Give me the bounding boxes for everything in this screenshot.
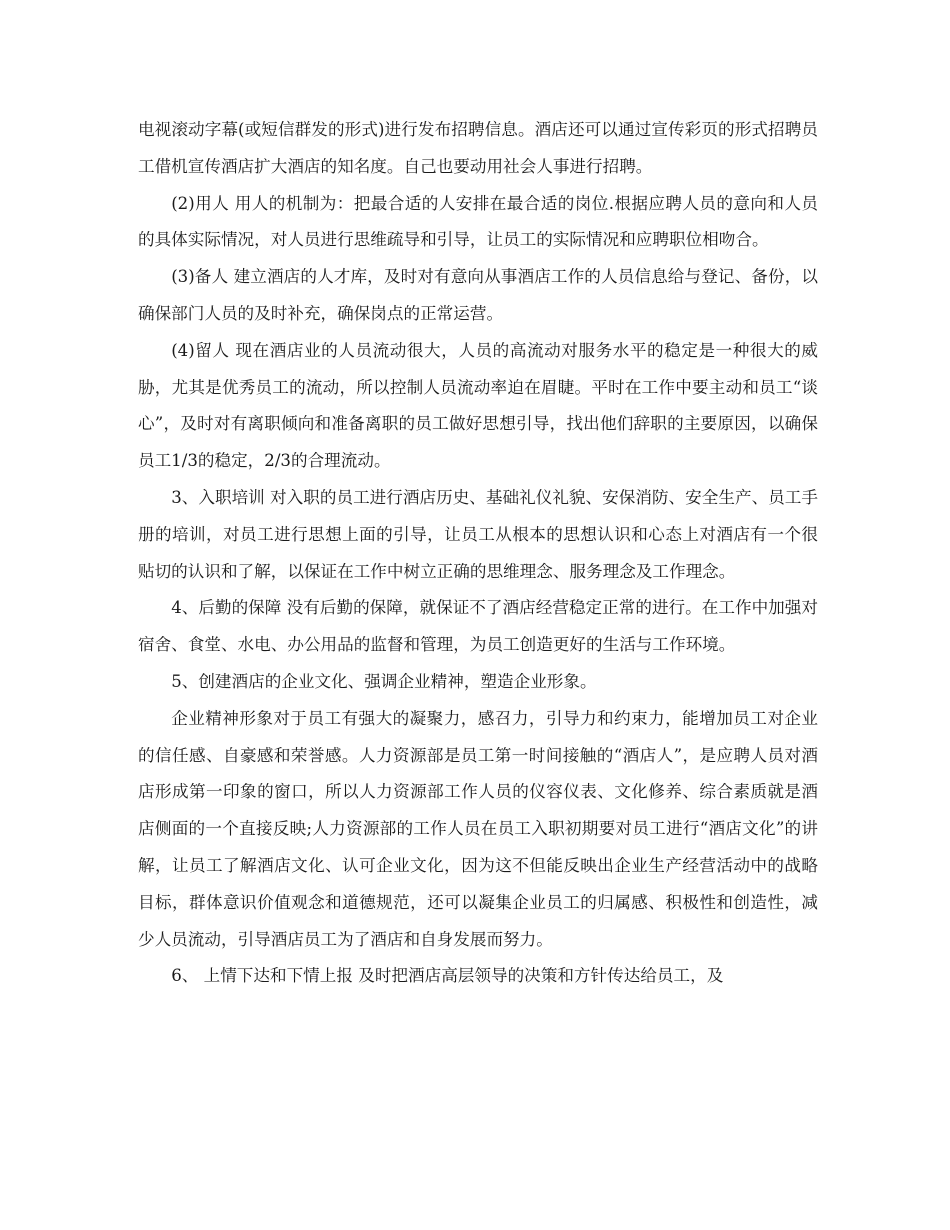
paragraph-communication: 6、 上情下达和下情上报 及时把酒店高层领导的决策和方针传达给员工，及 [171,966,724,986]
paragraph-retain: (4)留人 现在酒店业的人员流动很大，人员的高流动对服务水平的稳定是一种很大的威胁，尤其是优秀员工的流动，所以控制人员流动率迫在眉睫。平时在工作中要主动和员工“谈心”，及时对有离职倾向和准备离职的员工做好思想引导，找出他们辞职的主要原因，以确保员工1/3的稳定，2/3的合理流动。 [138,340,818,471]
paragraph-culture-body: 企业精神形象对于员工有强大的凝聚力，感召力，引导力和约束力，能增加员工对企业的信任感、自豪感和荣誉感。人力资源部是员工第一时间接触的“酒店人”，是应聘人员对酒店形成第一印象的窗口，所以人力资源部工作人员的仪容仪表、文化修养、综合素质就是酒店侧面的一个直接反映;人力资源部的工作人员在员工入职初期要对员工进行“酒店文化”的讲解，让员工了解酒店文化、认可企业文化，因为这不但能反映出企业生产经营活动中的战略目标，群体意识价值观念和道德规范，还可以凝集企业员工的归属感、积极性和创造性，减少人员流动，引导酒店员工为了酒店和自身发展而努力。 [138,708,818,949]
paragraph-employ: (2)用人 用人的机制为：把最合适的人安排在最合适的岗位.根据应聘人员的意向和人员的具体实际情况，对人员进行思维疏导和引导，让员工的实际情况和应聘职位相吻合。 [138,193,818,250]
paragraph-culture-heading: 5、创建酒店的企业文化、强调企业精神，塑造企业形象。 [171,671,597,691]
paragraph-logistics: 4、后勤的保障 没有后勤的保障，就保证不了酒店经营稳定正常的进行。在工作中加强对宿舍、食堂、水电、办公用品的监督和管理，为员工创造更好的生活与工作环境。 [138,598,818,655]
paragraph-onboarding-training: 3、入职培训 对入职的员工进行酒店历史、基础礼仪礼貌、安保消防、安全生产、员工手册的培训，对员工进行思想上面的引导，让员工从根本的思想认识和心态上对酒店有一个很贴切的认识和了解，以保证在工作中树立正确的思维理念、服务理念及工作理念。 [138,487,818,581]
document-body [138,112,818,995]
paragraph-recruit-channels: 电视滚动字幕(或短信群发的形式)进行发布招聘信息。酒店还可以通过宣传彩页的形式招聘员工借机宣传酒店扩大酒店的知名度。自己也要动用社会人事进行招聘。 [138,120,818,176]
paragraph-reserve: (3)备人 建立酒店的人才库，及时对有意向从事酒店工作的人员信息给与登记、备份，以确保部门人员的及时补充，确保岗点的正常运营。 [138,267,818,323]
